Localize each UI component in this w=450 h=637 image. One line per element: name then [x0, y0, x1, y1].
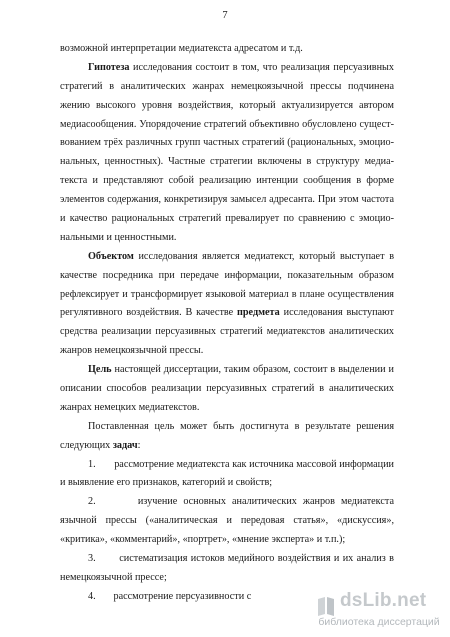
text-line: Поставленная цель может быть достигнута в результате решения [88, 420, 394, 432]
text-line: возможной интерпретации медиатекста адресатом и т.д. [60, 43, 303, 54]
tasks-term: задач [112, 439, 138, 451]
text-line: жанров немецкоязычной прессы. [60, 345, 204, 357]
text-line: регулятивного воздействия. В качестве предмета исследования выступают [60, 307, 394, 319]
body-text [60, 40, 394, 607]
page-number: 7 [222, 10, 228, 21]
text-line: медиасообщения. Упорядочение стратегий объективно обусловлено сущест- [60, 118, 394, 130]
text-line: описании способов реализации персуазивных стратегий в аналитических [60, 383, 394, 395]
text-line: элементов содержания, конкретизируя замысел адресанта. При этом частота [60, 194, 394, 206]
text-line: жанрах немецких медиатекстов. [60, 401, 200, 413]
text-line: Цель настоящей диссертации, таким образом, состоит в выделении и [88, 364, 394, 376]
goal-term: Цель [88, 364, 112, 376]
list-item: 1. рассмотрение медиатекста как источника массовой информации [88, 458, 394, 470]
text-line: и качество рациональных стратегий превалирует по сравнению с эмоцио- [60, 213, 394, 225]
text-line: Объектом исследования является медиатекст, который выступает в [88, 250, 394, 262]
list-item: 3. систематизация истоков медийного воздействия и их анализ в [88, 553, 394, 565]
book-icon [316, 595, 336, 617]
text-line: средства реализации персуазивных стратегий медиатекстов аналитических [60, 326, 394, 338]
list-item: 4. рассмотрение персуазивности с [88, 590, 252, 602]
text-line: и выявление его признаков, категорий и свойств; [60, 477, 273, 489]
text-line: нальных, ценностных). Частные стратегии включены в структуру медиа- [60, 156, 394, 168]
text-line: следующих задач: [60, 439, 141, 451]
list-item: 2. изучение основных аналитических жанров медиатекста [88, 496, 394, 508]
text-line: жению высокого уровня воздействия, который актуализируется автором [60, 99, 394, 111]
hypothesis-term: Гипотеза [88, 61, 130, 73]
text-line: рефлексирует и трансформирует языковой материал в плане осуществления [60, 288, 394, 300]
text-line: «критика», «комментарий», «портрет», «мнение эксперта» и т.п.); [60, 534, 346, 546]
subject-term: предмета [237, 307, 280, 319]
text-line: нальными и ценностными. [60, 231, 177, 243]
object-term: Объектом [88, 250, 134, 262]
text-line: Гипотеза исследования состоит в том, что реализация персуазивных [88, 61, 394, 73]
text-line: текста и представляют собой реализацию интенции сообщения в форме [60, 175, 394, 187]
watermark-logo: dsLib.net [340, 590, 427, 611]
text-line: вованием трёх различных групп частных стратегий (рациональных, эмоцио- [60, 137, 394, 149]
text-line: качестве посредника при передаче информации, показательным образом [60, 269, 394, 281]
text-line: немецкоязычной прессе; [60, 571, 167, 583]
watermark-subtitle: библиотека диссертаций [318, 616, 440, 628]
text-line: язычной прессы («аналитическая и передовая статья», «дискуссия», [60, 515, 394, 527]
text-line: стратегий в аналитических жанрах немецкоязычной прессы подчинена [60, 80, 394, 92]
watermark [312, 589, 442, 633]
